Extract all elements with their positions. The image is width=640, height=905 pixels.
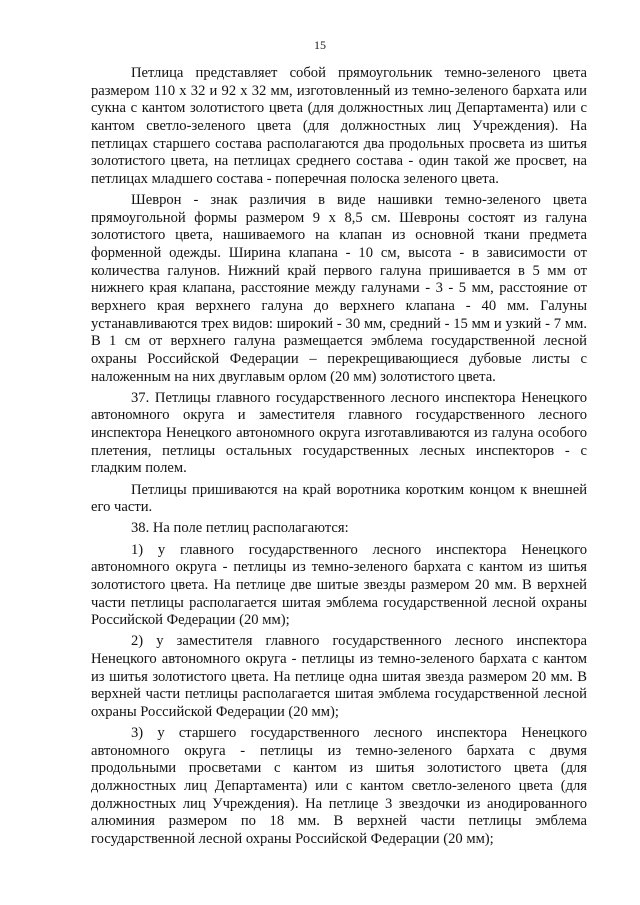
paragraph-item-37: 37. Петлицы главного государственного лесного инспектора Ненецкого автономного округа и заместителя главного государственного лесного инспектора Ненецкого автономного округа изготавливаются из галуна особого плетения, петлицы остальных государственных лесных инспекторов - с гладким полем. [91,389,587,477]
document-body [91,65,587,852]
paragraph-item-38-3: 3) у старшего государственного лесного инспектора Ненецкого автономного округа - петлицы из темно-зеленого бархата с двумя продольными просветами с кантом из шитья золотистого цвета (для должностных лиц Департамента) или с кантом светло-зеленого цвета (для должностных лиц Учреждения). На петлице 3 звездочки из анодированного алюминия размером по 18 мм. В верхней части петлицы эмблема государственной лесной охраны Российской Федерации (20 мм); [91,725,587,848]
paragraph-item-38: 38. На поле петлиц располагаются: [131,520,349,537]
paragraph-chevron-description: Шеврон - знак различия в виде нашивки темно-зеленого цвета прямоугольной формы размером 9 х 8,5 см. Шевроны состоят из галуна золотистого цвета, нашиваемого на клапан из основной ткани предмета форменной одежды. Ширина клапана - 10 см, высота - в зависимости от количества галунов. Нижний край первого галуна пришивается в 5 мм от нижнего края клапана, расстояние между галунами - 3 - 5 мм, расстояние от верхнего края верхнего галуна до верхнего клапана - 40 мм. Галуны устанавливаются трех видов: широкий - 30 мм, средний - 15 мм и узкий - 7 мм. В 1 см от верхнего галуна размещается эмблема государственной лесной охраны Российской Федерации – перекрещивающиеся дубовые листы с наложенным на них двуглавым орлом (20 мм) золотистого цвета. [91,192,587,385]
paragraph-collar-tab-attachment: Петлицы пришиваются на край воротника коротким концом к внешней его части. [91,481,587,516]
paragraph-collar-tab-description: Петлица представляет собой прямоугольник темно-зеленого цвета размером 110 х 32 и 92 х 32 мм, изготовленный из темно-зеленого бархата или сукна с кантом золотистого цвета (для должностных лиц Департамента) или с кантом светло-зеленого цвета (для должностных лиц Учреждения). На петлицах старшего состава располагаются два продольных просвета из шитья золотистого цвета, на петлицах среднего состава - один такой же просвет, на петлицах младшего состава - поперечная полоска зеленого цвета. [91,65,587,187]
page-number: 15 [314,38,326,52]
paragraph-item-38-1: 1) у главного государственного лесного инспектора Ненецкого автономного округа - петлицы из темно-зеленого бархата с кантом из шитья золотистого цвета. На петлице две шитые звезды размером 20 мм. В верхней части петлицы располагается шитая эмблема государственной лесной охраны Российской Федерации (20 мм); [91,541,587,629]
paragraph-item-38-2: 2) у заместителя главного государственного лесного инспектора Ненецкого автономного округа - петлицы из темно-зеленого бархата с кантом из шитья золотистого цвета. На петлице одна шитая звезда размером 20 мм. В верхней части петлицы располагается шитая эмблема государственной лесной охраны Российской Федерации (20 мм); [91,633,587,720]
